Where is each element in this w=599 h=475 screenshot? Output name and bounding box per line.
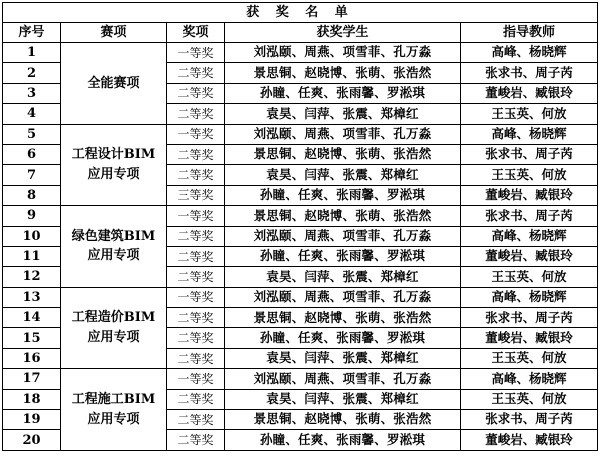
event-category-line: 工程施工BIM bbox=[71, 392, 156, 408]
event-category bbox=[61, 287, 167, 369]
award-level: 二等奖 bbox=[167, 104, 225, 124]
award-level: 二等奖 bbox=[167, 410, 225, 430]
students-cell: 孙瞳、任爽、张雨馨、罗淞琪 bbox=[225, 83, 461, 103]
award-level: 二等奖 bbox=[167, 144, 225, 164]
award-level: 二等奖 bbox=[167, 83, 225, 103]
header-students: 获奖学生 bbox=[225, 23, 461, 43]
award-level: 二等奖 bbox=[167, 226, 225, 246]
event-category bbox=[61, 124, 167, 206]
students-cell: 景思铜、赵晓博、张萌、张浩然 bbox=[225, 206, 461, 226]
teachers-cell: 张求书、周子芮 bbox=[461, 144, 598, 164]
event-category bbox=[61, 369, 167, 451]
header-teachers: 指导教师 bbox=[461, 23, 598, 43]
row-number: 10 bbox=[3, 226, 61, 246]
row-number: 16 bbox=[3, 348, 61, 368]
table-row bbox=[3, 43, 598, 63]
row-number: 19 bbox=[3, 410, 61, 430]
students-cell: 袁昊、闫萍、张震、郑樟红 bbox=[225, 348, 461, 368]
row-number: 12 bbox=[3, 267, 61, 287]
row-number: 7 bbox=[3, 165, 61, 185]
row-number: 1 bbox=[3, 43, 61, 63]
award-level: 二等奖 bbox=[167, 165, 225, 185]
award-level: 二等奖 bbox=[167, 267, 225, 287]
students-cell: 刘泓颐、周燕、项雪菲、孔万淼 bbox=[225, 226, 461, 246]
award-level: 三等奖 bbox=[167, 185, 225, 205]
award-level: 二等奖 bbox=[167, 246, 225, 266]
students-cell: 刘泓颐、周燕、项雪菲、孔万淼 bbox=[225, 369, 461, 389]
row-number: 4 bbox=[3, 104, 61, 124]
students-cell: 刘泓颐、周燕、项雪菲、孔万淼 bbox=[225, 43, 461, 63]
row-number: 8 bbox=[3, 185, 61, 205]
event-category-line: 应用专项 bbox=[87, 329, 140, 345]
event-category-line: 全能赛项 bbox=[87, 75, 140, 91]
teachers-cell: 董峻岩、臧银玲 bbox=[461, 430, 598, 450]
award-level: 二等奖 bbox=[167, 63, 225, 83]
table-row bbox=[3, 124, 598, 144]
header-award: 奖项 bbox=[167, 23, 225, 43]
award-level: 二等奖 bbox=[167, 348, 225, 368]
event-category-line: 应用专项 bbox=[87, 411, 140, 427]
award-level: 一等奖 bbox=[167, 369, 225, 389]
row-number: 2 bbox=[3, 63, 61, 83]
row-number: 20 bbox=[3, 430, 61, 450]
students-cell: 景思铜、赵晓博、张萌、张浩然 bbox=[225, 410, 461, 430]
teachers-cell: 王玉英、何放 bbox=[461, 348, 598, 368]
award-level: 二等奖 bbox=[167, 308, 225, 328]
row-number: 17 bbox=[3, 369, 61, 389]
teachers-cell: 高峰、杨晓辉 bbox=[461, 124, 598, 144]
event-category bbox=[61, 43, 167, 125]
students-cell: 孙瞳、任爽、张雨馨、罗淞琪 bbox=[225, 328, 461, 348]
award-level: 二等奖 bbox=[167, 328, 225, 348]
teachers-cell: 张求书、周子芮 bbox=[461, 63, 598, 83]
students-cell: 景思铜、赵晓博、张萌、张浩然 bbox=[225, 308, 461, 328]
teachers-cell: 王玉英、何放 bbox=[461, 267, 598, 287]
teachers-cell: 张求书、周子芮 bbox=[461, 410, 598, 430]
students-cell: 袁昊、闫萍、张震、郑樟红 bbox=[225, 389, 461, 409]
table-row bbox=[3, 206, 598, 226]
award-level: 一等奖 bbox=[167, 206, 225, 226]
event-category-line: 工程设计BIM bbox=[71, 147, 156, 163]
students-cell: 袁昊、闫萍、张震、郑樟红 bbox=[225, 267, 461, 287]
header-event: 赛项 bbox=[61, 23, 167, 43]
award-level: 二等奖 bbox=[167, 430, 225, 450]
teachers-cell: 董峻岩、臧银玲 bbox=[461, 328, 598, 348]
title-row bbox=[3, 3, 598, 23]
students-cell: 孙瞳、任爽、张雨馨、罗淞琪 bbox=[225, 430, 461, 450]
row-number: 3 bbox=[3, 83, 61, 103]
row-number: 18 bbox=[3, 389, 61, 409]
award-level: 一等奖 bbox=[167, 43, 225, 63]
table-row bbox=[3, 287, 598, 307]
event-category bbox=[61, 206, 167, 288]
students-cell: 孙瞳、任爽、张雨馨、罗淞琪 bbox=[225, 185, 461, 205]
award-table bbox=[2, 2, 598, 451]
teachers-cell: 高峰、杨晓辉 bbox=[461, 287, 598, 307]
teachers-cell: 高峰、杨晓辉 bbox=[461, 226, 598, 246]
teachers-cell: 高峰、杨晓辉 bbox=[461, 369, 598, 389]
event-category-line: 应用专项 bbox=[87, 166, 140, 182]
teachers-cell: 王玉英、何放 bbox=[461, 104, 598, 124]
award-level: 一等奖 bbox=[167, 287, 225, 307]
header-row bbox=[3, 23, 598, 43]
teachers-cell: 王玉英、何放 bbox=[461, 165, 598, 185]
students-cell: 孙瞳、任爽、张雨馨、罗淞琪 bbox=[225, 246, 461, 266]
award-level: 一等奖 bbox=[167, 124, 225, 144]
teachers-cell: 董峻岩、臧银玲 bbox=[461, 83, 598, 103]
row-number: 11 bbox=[3, 246, 61, 266]
row-number: 6 bbox=[3, 144, 61, 164]
row-number: 14 bbox=[3, 308, 61, 328]
teachers-cell: 王玉英、何放 bbox=[461, 389, 598, 409]
table-title: 获 奖 名 单 bbox=[3, 3, 598, 23]
row-number: 9 bbox=[3, 206, 61, 226]
table-row bbox=[3, 369, 598, 389]
award-level: 二等奖 bbox=[167, 389, 225, 409]
teachers-cell: 董峻岩、臧银玲 bbox=[461, 246, 598, 266]
row-number: 13 bbox=[3, 287, 61, 307]
students-cell: 刘泓颐、周燕、项雪菲、孔万淼 bbox=[225, 124, 461, 144]
event-category-line: 应用专项 bbox=[87, 248, 140, 264]
award-list-document bbox=[2, 2, 598, 451]
teachers-cell: 张求书、周子芮 bbox=[461, 206, 598, 226]
row-number: 15 bbox=[3, 328, 61, 348]
header-no: 序号 bbox=[3, 23, 61, 43]
teachers-cell: 张求书、周子芮 bbox=[461, 308, 598, 328]
teachers-cell: 高峰、杨晓辉 bbox=[461, 43, 598, 63]
students-cell: 袁昊、闫萍、张震、郑樟红 bbox=[225, 165, 461, 185]
event-category-line: 工程造价BIM bbox=[71, 310, 156, 326]
teachers-cell: 董峻岩、臧银玲 bbox=[461, 185, 598, 205]
students-cell: 景思铜、赵晓博、张萌、张浩然 bbox=[225, 63, 461, 83]
row-number: 5 bbox=[3, 124, 61, 144]
students-cell: 景思铜、赵晓博、张萌、张浩然 bbox=[225, 144, 461, 164]
students-cell: 刘泓颐、周燕、项雪菲、孔万淼 bbox=[225, 287, 461, 307]
students-cell: 袁昊、闫萍、张震、郑樟红 bbox=[225, 104, 461, 124]
event-category-line: 绿色建筑BIM bbox=[71, 228, 156, 244]
